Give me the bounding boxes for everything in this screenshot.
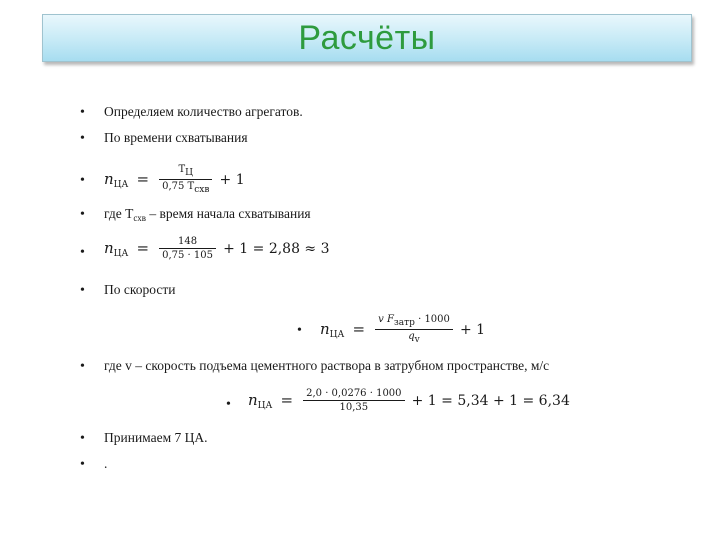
fraction-numerator: 2,0 · 0,0276 · 1000 — [303, 388, 404, 401]
fraction-numerator: 148 — [159, 236, 216, 249]
fraction-denominator: 10,35 — [339, 402, 369, 413]
formula-fraction — [159, 164, 212, 195]
slide-title-banner — [42, 14, 692, 62]
slide-title: Расчёты — [298, 18, 436, 57]
list-item — [0, 128, 720, 152]
formula-subscript: ЦА — [257, 401, 273, 411]
list-item — [0, 164, 720, 196]
list-item — [0, 388, 720, 420]
fraction-numerator: v Fзатр · 1000 — [375, 314, 453, 330]
list-item — [0, 314, 720, 346]
list-item — [0, 204, 720, 228]
bullet-text: Принимаем 7 ЦА. — [104, 430, 208, 445]
formula-fraction — [303, 388, 404, 413]
bullet-text: По времени схватывания — [104, 130, 248, 145]
formula-equals: = — [280, 391, 294, 409]
formula-rhs: + 1 = 2,88 ≈ 3 — [223, 241, 330, 257]
formula-equals: = — [352, 320, 366, 338]
bullet-icon: • — [226, 397, 231, 412]
bullet-icon: • — [80, 207, 85, 222]
formula-variable: n — [104, 170, 114, 188]
formula-rhs: + 1 — [219, 172, 245, 188]
bullet-icon: • — [80, 173, 85, 188]
formula-subscript: ЦА — [329, 330, 345, 340]
list-item — [0, 280, 720, 304]
bullet-text: . — [104, 456, 108, 471]
bullet-text: Определяем количество агрегатов. — [104, 104, 303, 119]
bullet-icon: • — [80, 457, 85, 472]
formula-time — [104, 164, 245, 195]
fraction-denominator: 0,75 · 105 — [162, 250, 213, 261]
list-item — [0, 356, 720, 380]
formula-variable: n — [248, 391, 258, 409]
list-item — [0, 454, 720, 478]
bullet-text: где $Т_{схв}$ – время начала схватывания — [104, 206, 311, 223]
formula-equals: = — [136, 170, 150, 188]
formula-rhs: + 1 — [460, 322, 486, 338]
fraction-numerator: ТЦ — [159, 164, 212, 180]
bullet-icon: • — [80, 431, 85, 446]
formula-variable: n — [320, 320, 330, 338]
formula-fraction — [159, 236, 216, 261]
formula-speed-numeric — [248, 388, 570, 413]
list-item — [0, 428, 720, 452]
bullet-icon: • — [80, 245, 85, 260]
list-item — [0, 236, 720, 268]
formula-subscript: ЦА — [113, 180, 129, 190]
bullet-icon: • — [297, 323, 302, 338]
formula-equals: = — [136, 239, 150, 257]
bullet-icon: • — [80, 359, 85, 374]
formula-speed — [320, 314, 485, 345]
bullet-icon: • — [80, 105, 85, 120]
fraction-denominator: 0,75 Тсхв — [162, 181, 210, 195]
bullet-icon: • — [80, 283, 85, 298]
formula-variable: n — [104, 239, 114, 257]
fraction-denominator: qv — [408, 331, 420, 345]
list-item — [0, 102, 720, 126]
bullet-icon: • — [80, 131, 85, 146]
formula-time-numeric — [104, 236, 330, 261]
formula-fraction — [375, 314, 453, 345]
bullet-text: где v – скорость подъема цементного раствора в затрубном пространстве, м/с — [104, 358, 550, 373]
bullet-text: По скорости — [104, 282, 176, 297]
formula-rhs: + 1 = 5,34 + 1 = 6,34 — [411, 393, 570, 409]
formula-subscript: ЦА — [113, 249, 129, 259]
